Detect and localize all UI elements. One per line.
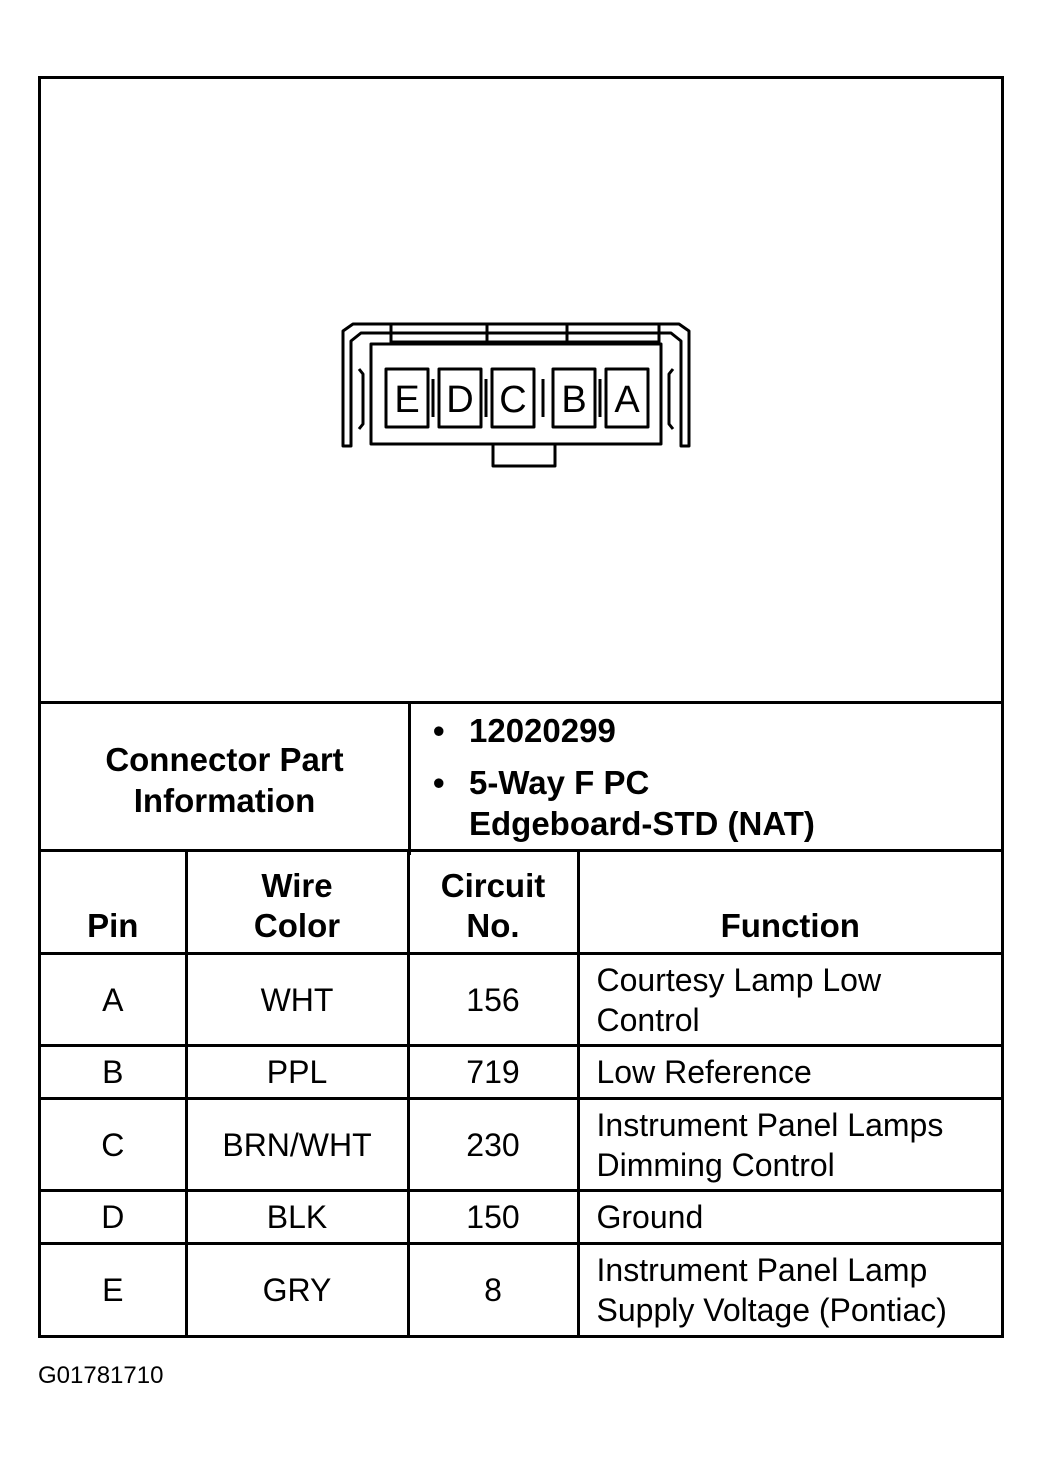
cell-pin: A	[41, 954, 186, 1046]
part-description-line1: 5-Way F PC	[469, 764, 650, 801]
bullet-icon: •	[433, 712, 445, 749]
cell-wire-color: BRN/WHT	[186, 1099, 408, 1191]
pin-label-a: A	[614, 379, 640, 421]
cell-pin: D	[41, 1191, 186, 1244]
header-function: Function	[578, 851, 1001, 954]
pin-label-c: C	[499, 379, 527, 421]
pin-label-e: E	[394, 379, 420, 421]
table-row	[41, 1046, 1001, 1099]
pin-label-b: B	[561, 379, 587, 421]
pinout-table	[41, 849, 1001, 1336]
header-pin: Pin	[41, 851, 186, 954]
diagram-frame	[38, 76, 1004, 1338]
connector-face-drawing	[41, 79, 1001, 701]
header-wire-color: Wire Color	[186, 851, 408, 954]
connector-right-latch	[669, 369, 673, 429]
cell-wire-color: GRY	[186, 1244, 408, 1336]
cell-function: Courtesy Lamp Low Control	[578, 954, 1001, 1046]
table-row	[41, 1244, 1001, 1336]
cell-function: Instrument Panel Lamp Supply Voltage (Pontiac)	[578, 1244, 1001, 1336]
cell-wire-color: PPL	[186, 1046, 408, 1099]
connector-bottom-key	[493, 444, 555, 466]
table-row	[41, 1191, 1001, 1244]
cell-wire-color: WHT	[186, 954, 408, 1046]
cell-circuit: 719	[408, 1046, 578, 1099]
table-row	[41, 1099, 1001, 1191]
cell-circuit: 230	[408, 1099, 578, 1191]
part-description-item	[433, 762, 1001, 844]
part-description-line2: Edgeboard-STD (NAT)	[469, 805, 815, 842]
bullet-icon: •	[433, 764, 445, 801]
cell-pin: B	[41, 1046, 186, 1099]
cell-wire-color: BLK	[186, 1191, 408, 1244]
cell-function: Ground	[578, 1191, 1001, 1244]
figure-id: G01781710	[38, 1362, 164, 1389]
cell-pin: C	[41, 1099, 186, 1191]
connector-left-latch	[359, 369, 363, 429]
part-number-item	[433, 710, 1001, 751]
pinout-header-row	[41, 851, 1001, 954]
part-info-values	[410, 703, 1002, 856]
header-circuit-no: Circuit No.	[408, 851, 578, 954]
connector-diagram	[41, 79, 1001, 701]
cell-circuit: 150	[408, 1191, 578, 1244]
part-info-label	[41, 703, 410, 856]
cell-function: Low Reference	[578, 1046, 1001, 1099]
part-number: 12020299	[469, 712, 616, 749]
cell-pin: E	[41, 1244, 186, 1336]
cell-circuit: 156	[408, 954, 578, 1046]
connector-part-info-table	[41, 701, 1001, 855]
cell-circuit: 8	[408, 1244, 578, 1336]
part-info-label-line2: Information	[133, 781, 316, 819]
part-info-label-line1: Connector Part	[105, 740, 344, 778]
pin-label-d: D	[446, 379, 474, 421]
cell-function: Instrument Panel Lamps Dimming Control	[578, 1099, 1001, 1191]
table-row	[41, 954, 1001, 1046]
